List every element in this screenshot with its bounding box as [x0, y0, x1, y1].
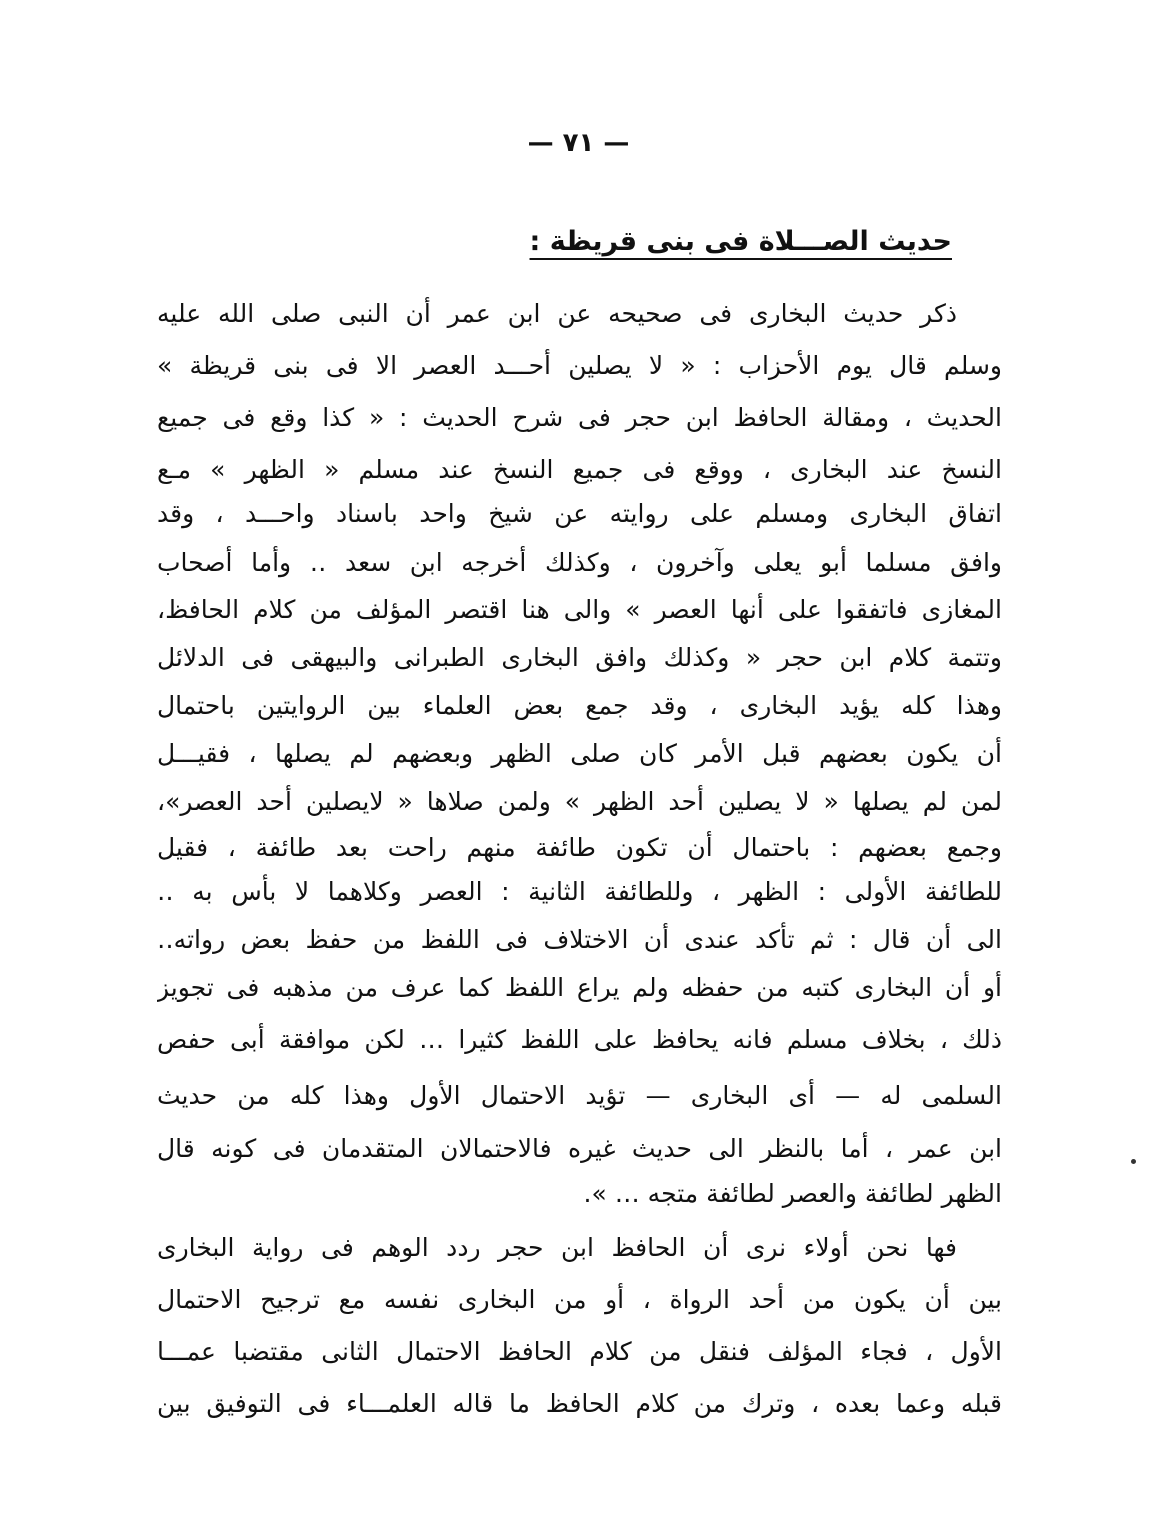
text-line: المغازى فاتفقوا على أنها العصر » والى هنا اقتصر المؤلف من كلام الحافظ، [157, 595, 1002, 624]
section-heading: حديث الصـــلاة فى بنى قريظة : [529, 226, 952, 257]
text-line: وجمع بعضهم : باحتمال أن تكون طائفة منهم راحت بعد طائفة ، فقيل [157, 833, 1002, 862]
text-line: لمن لم يصلها « لا يصلين أحد الظهر » ولمن صلاها « لايصلين أحد العصر»، [157, 787, 1002, 816]
text-line: وتتمة كلام ابن حجر « وكذلك وافق البخارى الطبرانى والبيهقى فى الدلائل [157, 643, 1002, 672]
text-line: أو أن البخارى كتبه من حفظه ولم يراع اللفظ كما عرف من مذهبه فى تجويز [157, 973, 1002, 1002]
text-line: وهذا كله يؤيد البخارى ، وقد جمع بعض العلماء بين الروايتين باحتمال [157, 691, 1002, 720]
text-line: بين أن يكون من أحد الرواة ، أو من البخارى نفسه مع ترجيح الاحتمال [157, 1285, 1002, 1314]
text-line: السلمى له — أى البخارى — تؤيد الاحتمال الأول وهذا كله من حديث [157, 1081, 1002, 1110]
text-line: أن يكون بعضهم قبل الأمر كان صلى الظهر وبعضهم لم يصلها ، فقيـــل [157, 739, 1002, 768]
text-line: قبله وعما بعده ، وترك من كلام الحافظ ما قاله العلمـــاء فى التوفيق بين [157, 1389, 1002, 1418]
text-line: وسلم قال يوم الأحزاب : « لا يصلين أحـــد العصر الا فى بنى قريظة » [157, 351, 1002, 380]
text-line: ذكر حديث البخارى فى صحيحه عن ابن عمر أن النبى صلى الله عليه [157, 299, 957, 328]
margin-mark [1131, 1159, 1136, 1164]
text-line: وافق مسلما أبو يعلى وآخرون ، وكذلك أخرجه ابن سعد ‥ وأما أصحاب [157, 548, 1002, 577]
text-line: الأول ، فجاء المؤلف فنقل من كلام الحافظ الاحتمال الثانى مقتضبا عمـــا [157, 1337, 1002, 1366]
text-line: اتفاق البخارى ومسلم على روايته عن شيخ واحد باسناد واحـــد ، وقد [157, 499, 1002, 528]
page-number: — ٧١ — [527, 128, 630, 158]
text-line: فها نحن أولاء نرى أن الحافظ ابن حجر ردد الوهم فى رواية البخارى [157, 1233, 957, 1262]
text-line: الى أن قال : ثم تأكد عندى أن الاختلاف فى اللفظ من حفظ بعض رواته‥ [157, 925, 1002, 954]
text-line: الظهر لطائفة والعصر لطائفة متجه … ». [583, 1179, 1002, 1208]
text-line: ابن عمر ، أما بالنظر الى حديث غيره فالاحتمالان المتقدمان فى كونه قال [157, 1134, 1002, 1163]
text-line: النسخ عند البخارى ، ووقع فى جميع النسخ عند مسلم « الظهر » مـع [157, 455, 1002, 484]
text-line: للطائفة الأولى : الظهر ، وللطائفة الثانية : العصر وكلاهما لا بأس به ‥ [157, 877, 1002, 906]
text-line: ذلك ، بخلاف مسلم فانه يحافظ على اللفظ كثيرا … لكن موافقة أبى حفص [157, 1025, 1002, 1054]
text-line: الحديث ، ومقالة الحافظ ابن حجر فى شرح الحديث : « كذا وقع فى جميع [157, 403, 1002, 432]
